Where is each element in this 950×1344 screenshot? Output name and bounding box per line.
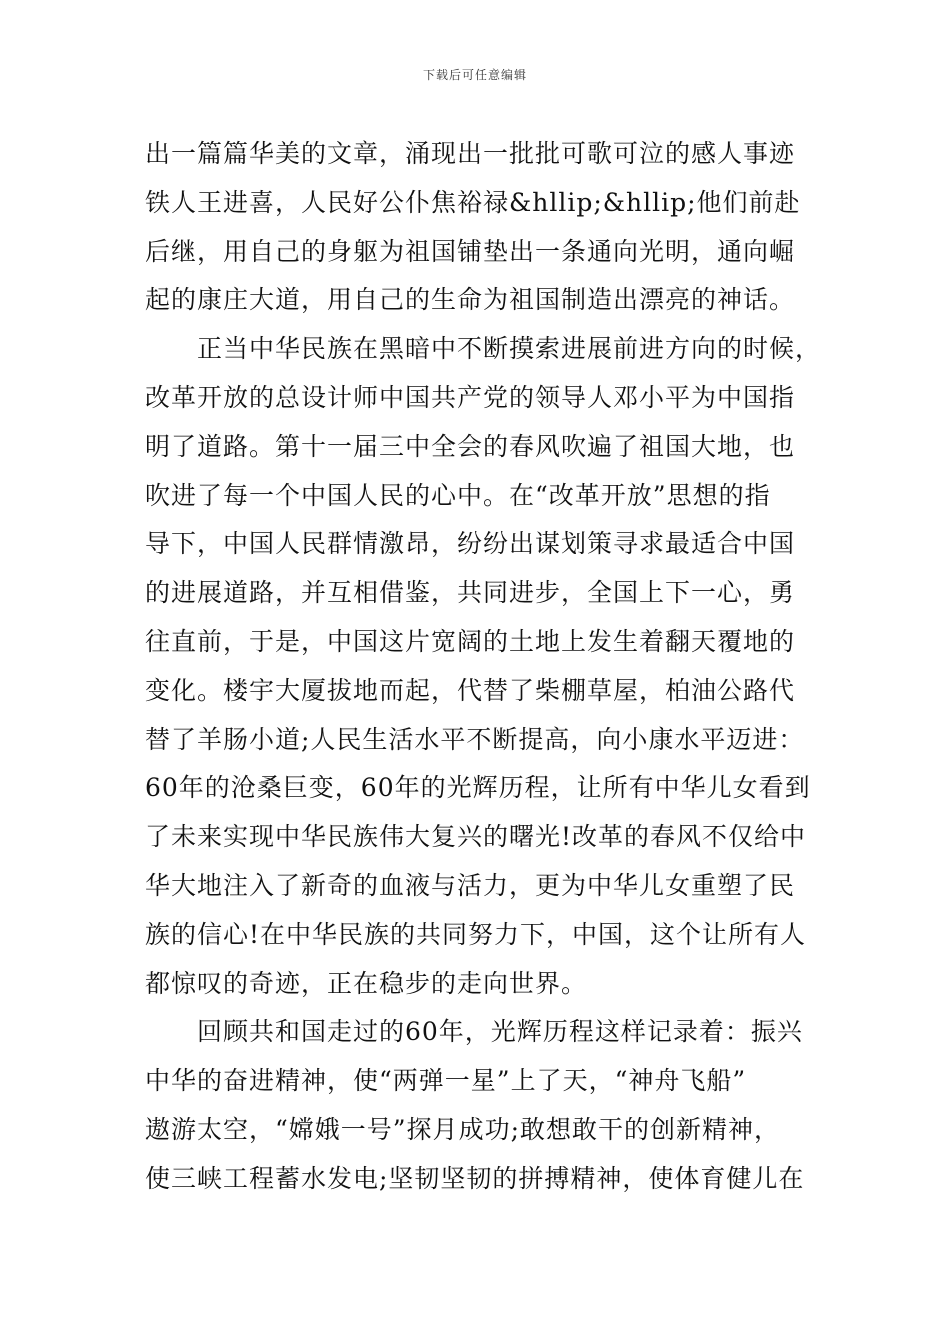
paragraph-start-line: 正当中华民族在黑暗中不断摸索进展前进方向的时候，: [197, 334, 822, 364]
text-line: 了未来实现中华民族伟大复兴的曙光!改革的春风不仅给中: [145, 822, 807, 852]
text-line: 60年的沧桑巨变，60年的光辉历程，让所有中华儿女看到: [145, 773, 811, 803]
text-line: 华大地注入了新奇的血液与活力，更为中华儿女重塑了民: [145, 870, 796, 900]
text-line: 都惊叹的奇迹，正在稳步的走向世界。: [145, 968, 588, 998]
paragraph-start-line: 回顾共和国走过的60年，光辉历程这样记录着：振兴: [197, 1017, 803, 1047]
text-line: 铁人王进喜，人民好公仆焦裕禄&hllip;&hllip;他们前赴: [145, 187, 801, 217]
document-body: [145, 130, 825, 1204]
text-line: 的进展道路，并互相借鉴，共同进步，全国上下一心，勇: [145, 578, 796, 608]
text-line: 替了羊肠小道;人民生活水平不断提高，向小康水平迈进：: [145, 724, 805, 754]
text-line: 明了道路。第十一届三中全会的春风吹遍了祖国大地，也: [145, 431, 796, 461]
text-line: 族的信心!在中华民族的共同努力下，中国，这个让所有人: [145, 919, 807, 949]
text-line: 后继，用自己的身躯为祖国铺垫出一条通向光明，通向崛: [145, 236, 796, 266]
text-line: 起的康庄大道，用自己的生命为祖国制造出漂亮的神话。: [145, 285, 796, 315]
text-line: 导下，中国人民群情激昂，纷纷出谋划策寻求最适合中国: [145, 529, 796, 559]
page-header: 下载后可任意编辑: [422, 68, 527, 82]
text-line: 往直前，于是，中国这片宽阔的土地上发生着翻天覆地的: [145, 626, 796, 656]
text-line: 中华的奋进精神，使“两弹一星”上了天，“神舟飞船”: [145, 1066, 747, 1096]
text-line: 遨游太空，“嫦娥一号”探月成功;敢想敢干的创新精神，: [145, 1114, 780, 1144]
text-line: 出一篇篇华美的文章，涌现出一批批可歌可泣的感人事迹: [145, 139, 796, 168]
text-line: 改革开放的总设计师中国共产党的领导人邓小平为中国指: [145, 382, 796, 412]
text-line: 变化。楼宇大厦拔地而起，代替了柴棚草屋，柏油公路代: [145, 675, 796, 705]
text-line: 使三峡工程蓄水发电;坚韧坚韧的拼搏精神，使体育健儿在: [145, 1163, 805, 1193]
text-line: 吹进了每一个中国人民的心中。在“改革开放”思想的指: [145, 480, 771, 510]
